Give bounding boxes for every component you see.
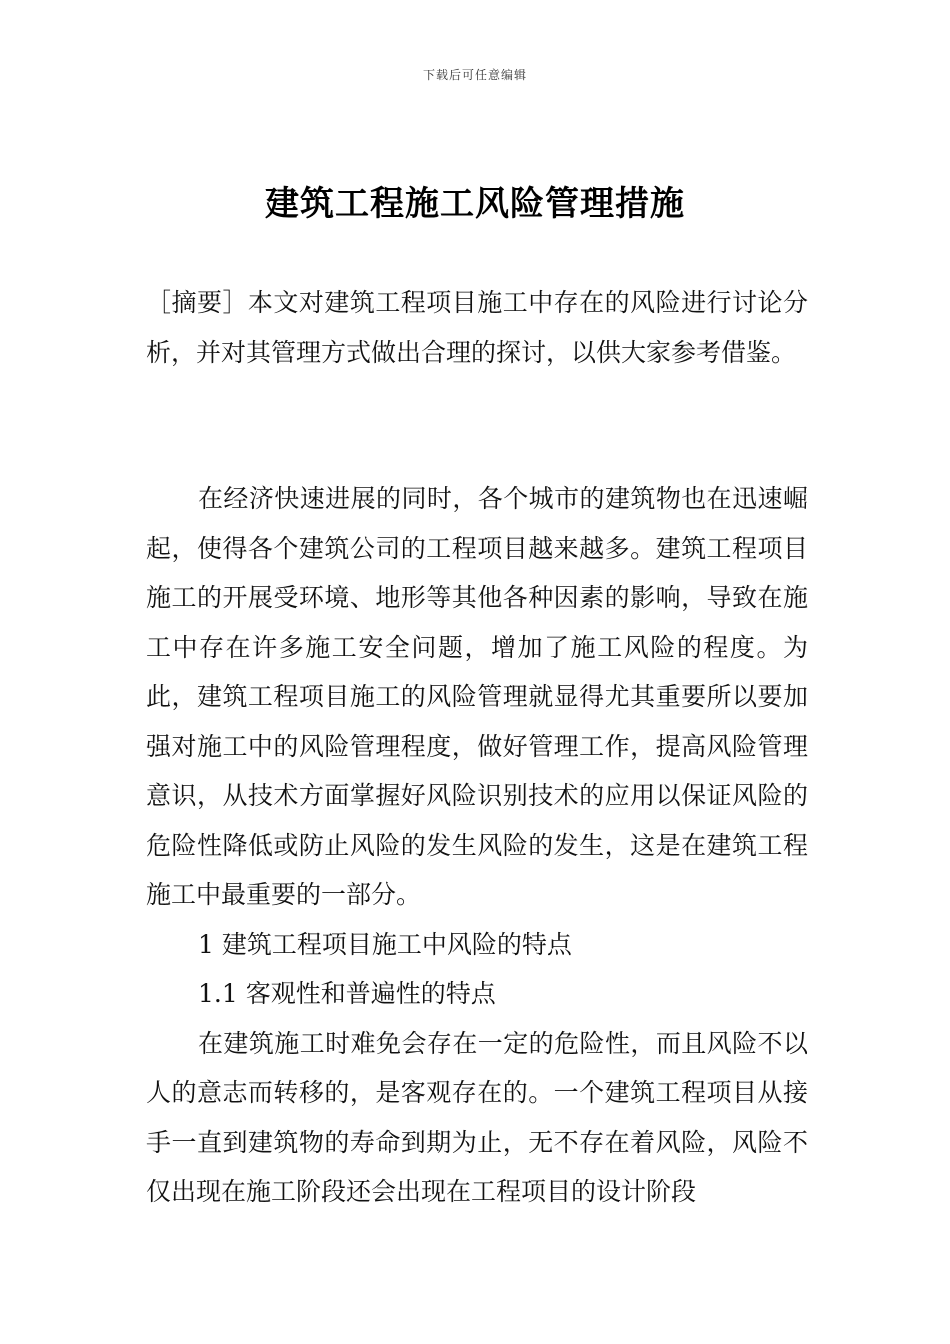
intro-paragraph: 在经济快速进展的同时，各个城市的建筑物也在迅速崛起，使得各个建筑公司的工程项目越来越多。建筑工程项目施工的开展受环境、地形等其他各种因素的影响，导致在施工中存在许多施工安全问题，增加了施工风险的程度。为此，建筑工程项目施工的风险管理就显得尤其重要所以要加强对施工中的风险管理程度，做好管理工作，提高风险管理意识，从技术方面掌握好风险识别技术的应用以保证风险的危险性降低或防止风险的发生风险的发生，这是在建筑工程施工中最重要的一部分。 bbox=[146, 484, 808, 909]
abstract-block bbox=[146, 278, 808, 377]
body-paragraph: 在建筑施工时难免会存在一定的危险性，而且风险不以人的意志而转移的，是客观存在的。一个建筑工程项目从接手一直到建筑物的寿命到期为止，无不存在着风险，风险不仅出现在施工阶段还会出现在工程项目的设计阶段 bbox=[146, 1028, 808, 1206]
download-note: 下载后可任意编辑 bbox=[422, 68, 527, 82]
document-title: 建筑工程施工风险管理措施 bbox=[265, 184, 685, 224]
document-body bbox=[146, 474, 808, 1217]
subsection-heading: 1.1 客观性和普遍性的特点 bbox=[198, 979, 496, 1008]
abstract-paragraph: ［摘要］本文对建筑工程项目施工中存在的风险进行讨论分析，并对其管理方式做出合理的探讨，以供大家参考借鉴。 bbox=[146, 288, 808, 367]
section-heading: 1 建筑工程项目施工中风险的特点 bbox=[198, 929, 572, 959]
